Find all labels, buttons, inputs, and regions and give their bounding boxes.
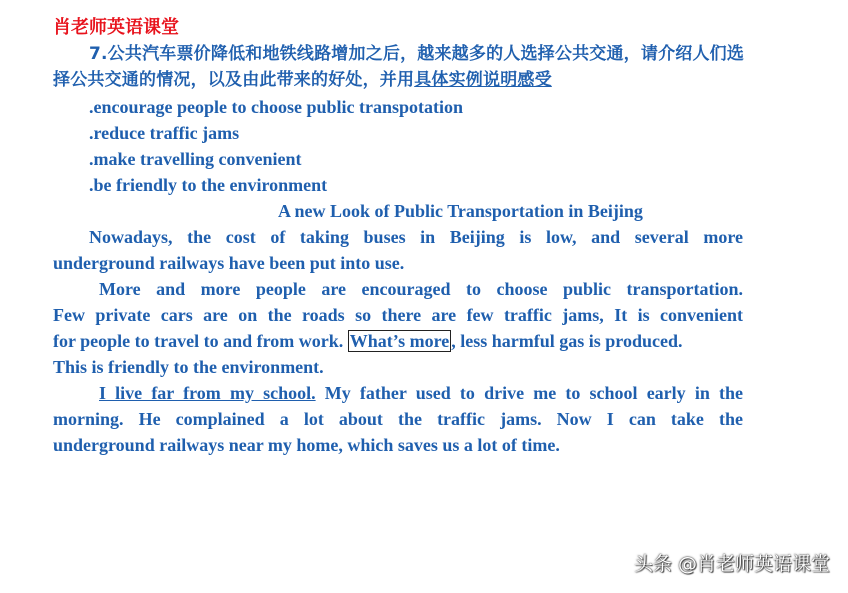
point-4: .be friendly to the environment (89, 175, 328, 195)
essay-p1-line1: Nowadays, the cost of taking buses in Beijing is low, and several more (89, 227, 743, 247)
essay-p3-line3: underground railways near my home, which saves us a lot of time. (53, 435, 560, 455)
point-1: .encourage people to choose public transpotation (89, 97, 464, 117)
essay-p2-line2: Few private cars are on the roads so there are few traffic jams, It is convenient (53, 305, 743, 325)
essay-p1-line2: underground railways have been put into use. (53, 253, 405, 273)
whats-more-box: What’s more (349, 331, 450, 351)
essay-p2-line4: This is friendly to the environment. (53, 357, 324, 377)
watermark: 头条 @肖老师英语课堂 (633, 553, 830, 575)
point-3: .make travelling convenient (89, 149, 302, 169)
essay-p2-line1: More and more people are encouraged to choose public transportation. (99, 279, 743, 299)
essay-title: A new Look of Public Transportation in Beijing (278, 201, 643, 221)
prompt-text: 7.公共汽车票价降低和地铁线路增加之后，越来越多的人选择公共交通，请介绍人们选择公共交通的情况，以及由此带来的好处，并用 (53, 44, 745, 90)
point-2: .reduce traffic jams (89, 123, 240, 143)
essay-p2-line3-after: , less harmful gas is produced. (451, 331, 683, 351)
essay-p3-underlined: I live far from my school. (99, 383, 316, 403)
essay-p3-line2: morning. He complained a lot about the traffic jams. Now I can take the (53, 409, 743, 429)
prompt-underlined: 具体实例说明感受 (414, 70, 552, 90)
exercise-prompt (53, 41, 748, 93)
essay-p2-line3 (53, 328, 682, 354)
brand-title: 肖老师英语课堂 (53, 17, 179, 38)
essay-p3-line1 (99, 380, 743, 406)
essay-p2-line3-before: for people to travel to and from work. (53, 331, 344, 351)
essay-p3-line1-rest: My father used to drive me to school early in the (324, 383, 743, 403)
